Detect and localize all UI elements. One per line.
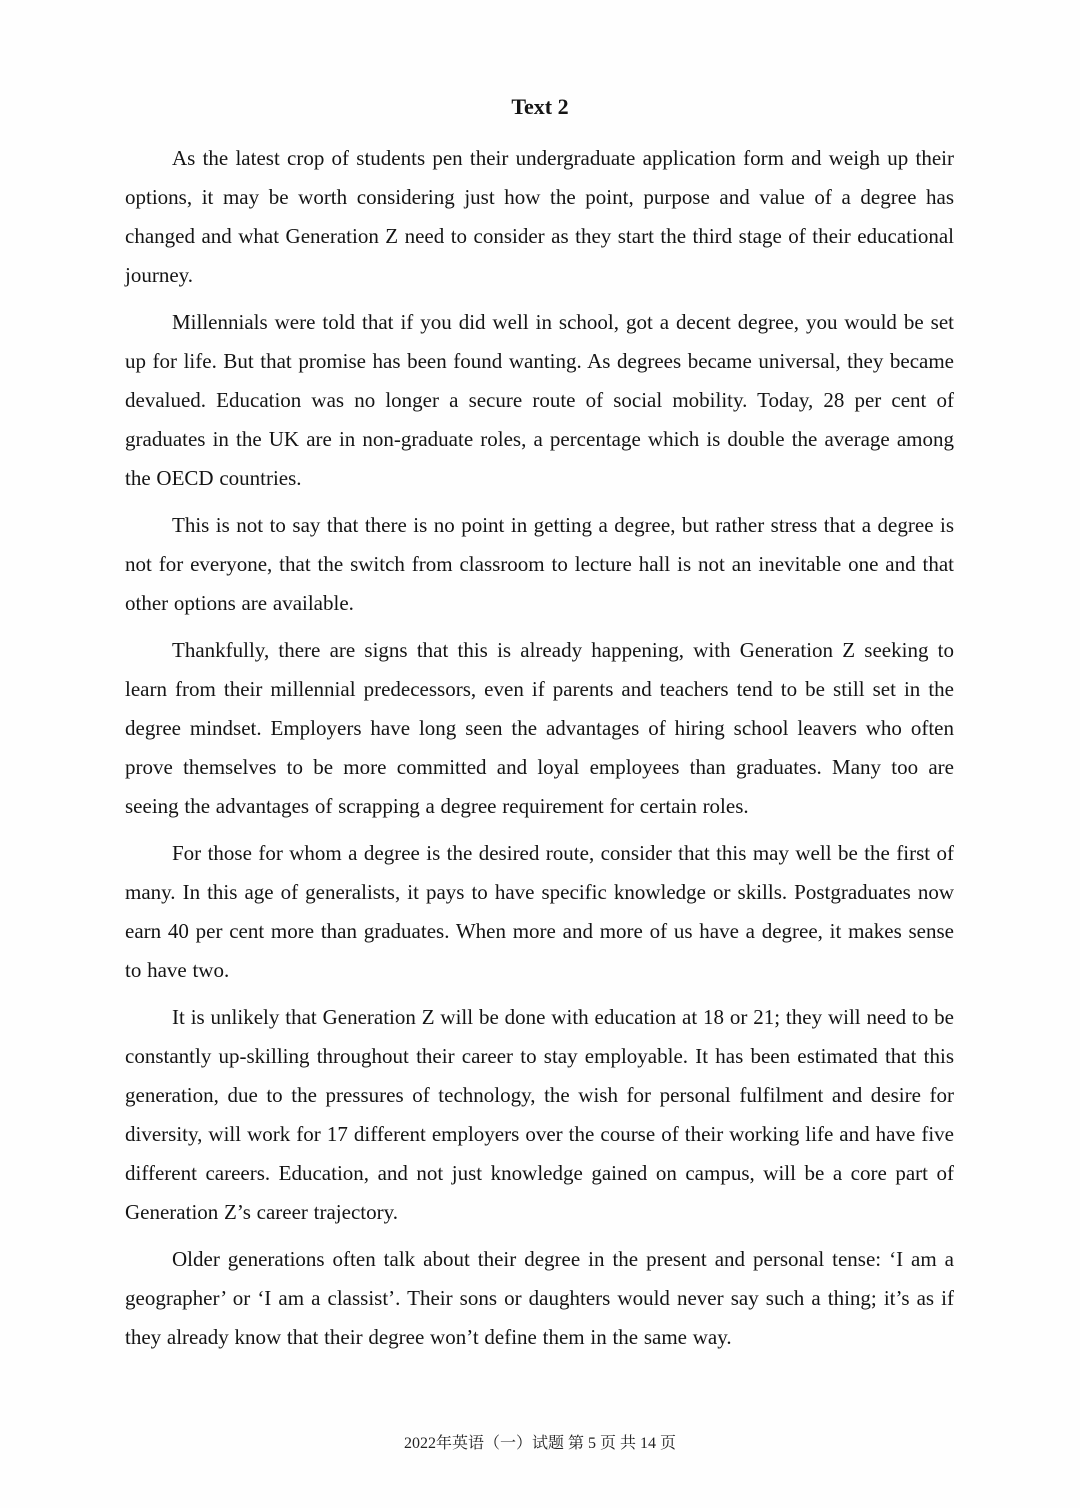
paragraph-6: It is unlikely that Generation Z will be done with education at 18 or 21; they will need to be constantly up-skilling throughout their career to stay employable. It has been estimated that this generation, due to the pressures of technology, the wish for personal fulfilment and desire for diversity, will work for 17 different employers over the course of their working life and have five different careers. Education, and not just knowledge gained on campus, will be a core part of Generation Z’s career trajectory. xyxy=(125,1005,954,1224)
passage-body xyxy=(125,139,954,1365)
paragraph-2: Millennials were told that if you did well in school, got a decent degree, you would be set up for life. But that promise has been found wanting. As degrees became universal, they became devalued. Education was no longer a secure route of social mobility. Today, 28 per cent of graduates in the UK are in non-graduate roles, a percentage which is double the average among the OECD countries. xyxy=(125,310,954,490)
paragraph-1: As the latest crop of students pen their undergraduate application form and weigh up their options, it may be worth considering just how the point, purpose and value of a degree has changed and what Generation Z need to consider as they start the third stage of their educational journey. xyxy=(125,146,954,287)
page-footer: 2022年英语（一）试题 第 5 页 共 14 页 xyxy=(403,1435,676,1452)
paragraph-3: This is not to say that there is no point in getting a degree, but rather stress that a degree is not for everyone, that the switch from classroom to lecture hall is not an inevitable one and that other options are available. xyxy=(125,513,954,615)
paragraph-7: Older generations often talk about their degree in the present and personal tense: ‘I am a geographer’ or ‘I am a classist’. Their sons or daughters would never say such a thing; it’s as if they already know that their degree won’t define them in the same way. xyxy=(125,1247,954,1349)
paragraph-5: For those for whom a degree is the desired route, consider that this may well be the first of many. In this age of generalists, it pays to have specific knowledge or skills. Postgraduates now earn 40 per cent more than graduates. When more and more of us have a degree, it makes sense to have two. xyxy=(125,841,954,982)
paragraph-4: Thankfully, there are signs that this is already happening, with Generation Z seeking to learn from their millennial predecessors, even if parents and teachers tend to be still set in the degree mindset. Employers have long seen the advantages of hiring school leavers who often prove themselves to be more committed and loyal employees than graduates. Many too are seeing the advantages of scrapping a degree requirement for certain roles. xyxy=(125,638,954,818)
page-title: Text 2 xyxy=(511,94,569,119)
